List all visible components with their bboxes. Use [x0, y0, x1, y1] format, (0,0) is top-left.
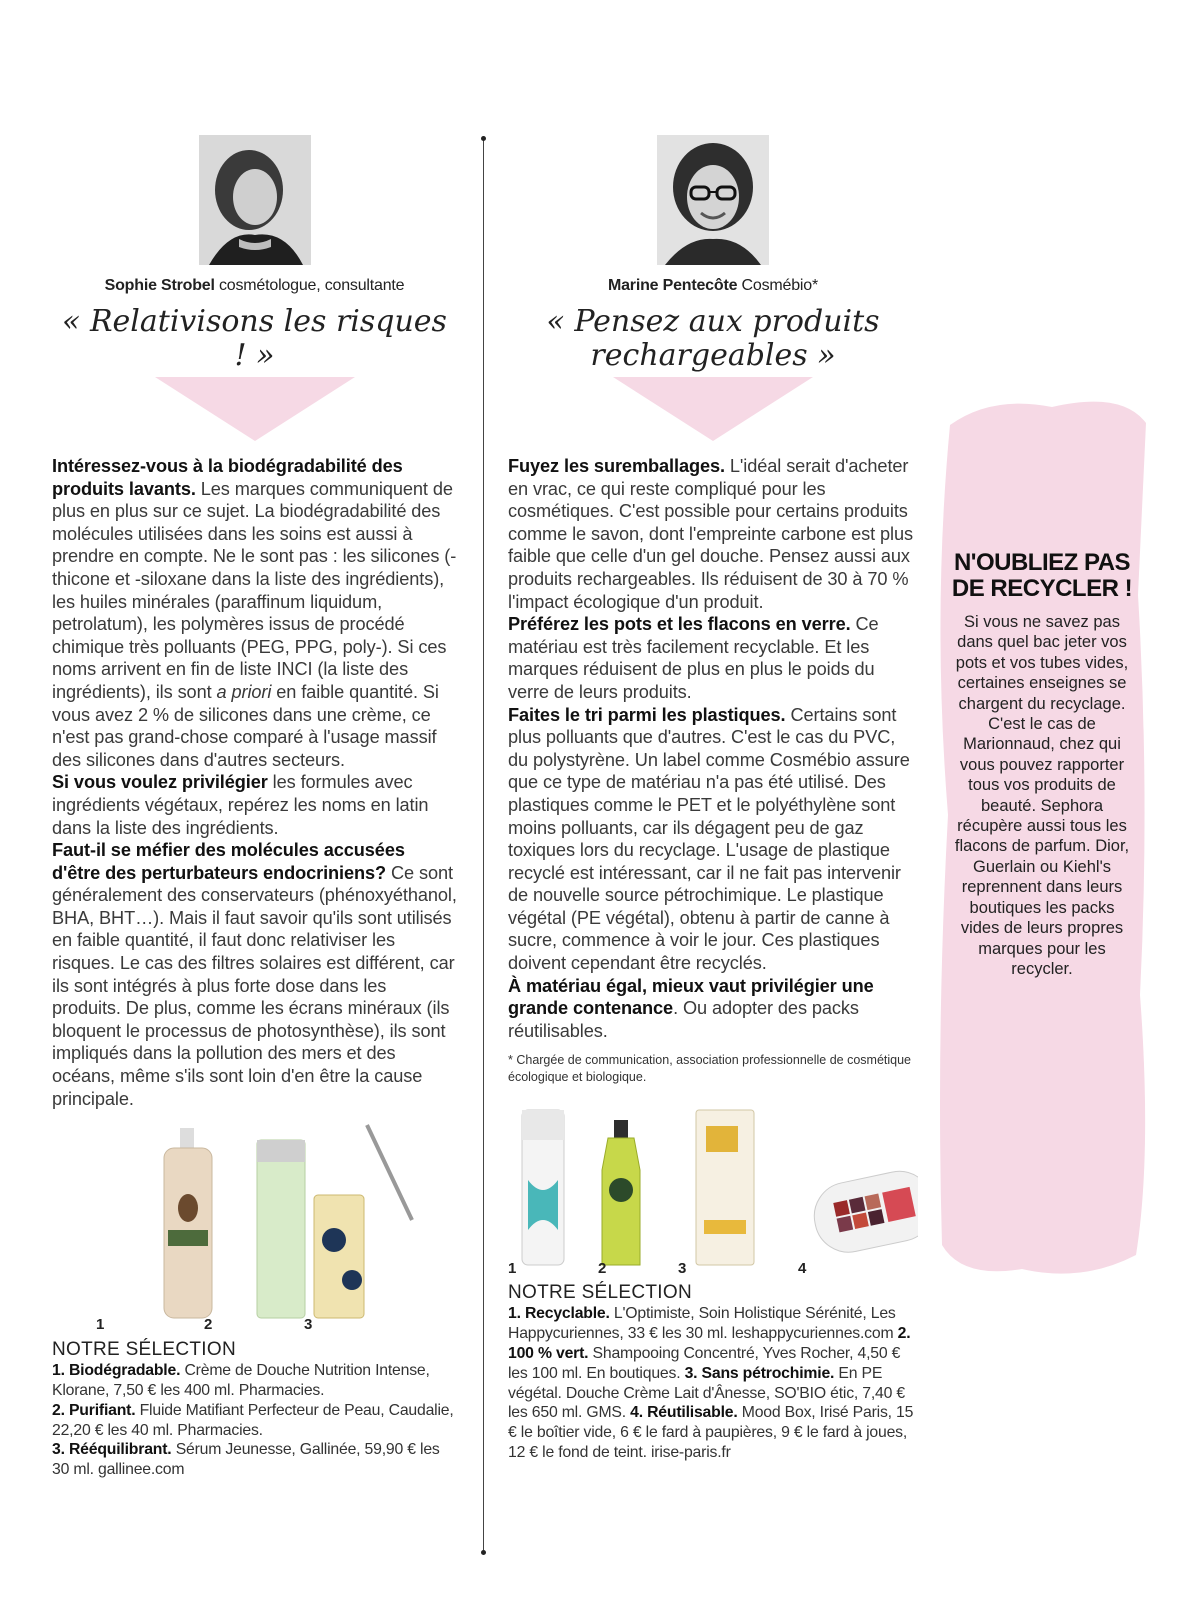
palette-irise — [808, 1165, 918, 1258]
article-body — [508, 455, 918, 1042]
tube-cap — [257, 1140, 305, 1162]
left-column — [52, 135, 457, 1480]
paragraph-lead: Faut-il se méfier des molécules accusées d'être des perturbateurs endocriniens? — [52, 840, 405, 883]
selection-text: Crème de Douche Nutrition Intense, Klorane, 7,50 € les 400 ml. Pharmacies. — [52, 1362, 430, 1400]
paragraph-text: . Ou adopter des packs réutilisables. — [508, 998, 859, 1041]
selection-list — [508, 1304, 918, 1462]
selection-title: NOTRE SÉLECTION — [508, 1282, 692, 1304]
column-divider — [483, 140, 484, 1550]
paragraph — [52, 839, 457, 1110]
bottle-pattern — [342, 1270, 362, 1290]
paragraph — [508, 455, 918, 613]
selection-label: 3. Rééquilibrant. — [52, 1441, 172, 1459]
product-number: 3 — [678, 1260, 687, 1278]
product-number: 2 — [204, 1316, 213, 1334]
product-number: 3 — [304, 1316, 313, 1334]
pink-arrow — [613, 377, 813, 441]
paragraph-lead: Fuyez les suremballages. — [508, 456, 725, 476]
paragraph — [508, 975, 918, 1043]
pull-quote: « Pensez aux produits rechargeables » — [546, 304, 880, 373]
selection-text: Sérum Jeunesse, Gallinée, 59,90 € les 30 ml. gallinee.com — [52, 1441, 440, 1479]
product-images — [508, 1100, 918, 1278]
selection-label: 1. Biodégradable. — [52, 1362, 181, 1380]
paragraph — [508, 704, 918, 975]
pink-arrow — [155, 377, 355, 441]
sidebar-content — [950, 550, 1134, 979]
selection-label: 2. Purifiant. — [52, 1401, 136, 1419]
product-number: 1 — [508, 1260, 517, 1278]
selection-text: Shampooing Concentré, Yves Rocher, 4,50 € les 100 ml. En boutiques. — [508, 1345, 901, 1382]
paragraph-text: les formules avec ingrédients végétaux, repérez les noms en latin dans la liste des ingrédients. — [52, 772, 429, 838]
paragraph — [52, 771, 457, 839]
selection-text: Mood Box, Irisé Paris, 15 € le boîtier vide, 6 € le fard à paupières, 9 € le fard à joues, 12 € le fond de teint. irise-paris.fr — [508, 1404, 914, 1462]
selection-list — [52, 1361, 457, 1480]
bottle-cap — [522, 1110, 564, 1140]
paragraph-text: L'idéal serait d'acheter en vrac, ce qui reste compliqué pour les cosmétiques. C'est possible pour certains produits comme le savon, dont l'empreinte carbone est plus faible que celle d'un gel douche. Pensez aussi aux produits rechargeables. Ils réduisent de 30 à 70 % l'impact écologique d'un produit. — [508, 456, 913, 612]
paragraph-text: Ce sont généralement des conservateurs (phénoxyéthanol, BHA, BHT…). Mais il faut savoir qu'ils sont utilisés en faible quantité, il faut donc relativiser les risques. Le cas des filtres solaires est différent, car ils sont intégrés à plus forte dose dans les produits. De plus, comme les écrans minéraux (ils bloquent le processus de photosynthèse), ils sont impliqués dans la pollution des mers et des océans, même s'ils sont loin d'en être la cause principale. — [52, 862, 457, 1109]
selection-label: 1. Recyclable. — [508, 1305, 610, 1323]
product-number: 2 — [598, 1260, 607, 1278]
paragraph — [52, 455, 457, 771]
selection-label: 4. Réutilisable. — [630, 1404, 738, 1422]
pump-head — [180, 1128, 194, 1148]
bottle-gallinee — [314, 1195, 364, 1318]
divider-dot — [481, 1550, 486, 1555]
dropper — [367, 1125, 412, 1220]
selection-text: En PE végétal. Douche Crème Lait d'Ânesse, SO'BIO étic, 7,40 € les 650 ml. GMS. — [508, 1364, 905, 1422]
selection-item — [52, 1401, 457, 1441]
bottle-cap — [614, 1120, 628, 1138]
product-images — [52, 1120, 457, 1335]
footnote: * Chargée de communication, association professionnelle de cosmétique écologique et biologique. — [508, 1053, 912, 1085]
recycling-sidebar — [932, 395, 1152, 1275]
paragraph — [508, 613, 918, 703]
product-photos — [52, 1120, 457, 1335]
bottle-icon — [178, 1194, 198, 1222]
selection-item — [52, 1440, 457, 1480]
bottle-label — [168, 1230, 208, 1246]
author-portrait — [199, 135, 311, 265]
bottle-logo — [706, 1126, 738, 1152]
author-role: cosmétologue, consultante — [219, 277, 405, 294]
paragraph-text: Les marques communiquent de plus en plus sur ce sujet. La biodégradabilité des molécules utilisées dans les soins est aussi à prendre en compte. Ne le sont pas : les silicones (-thicone et -siloxane dans la liste des ingrédients), les huiles minérales (paraffinum liquidum, petrolatum), les polymères issus de procédé chimique très polluants (PEG, PPG, poly-). Si ces noms arrivent en fin de liste INCI (la liste des ingrédients), ils sont — [52, 478, 457, 702]
author-name: Sophie Strobel — [104, 277, 215, 294]
selection-title: NOTRE SÉLECTION — [52, 1339, 236, 1361]
paragraph-lead: Faites le tri parmi les plastiques. — [508, 704, 786, 725]
bottle-label — [704, 1220, 746, 1234]
paragraph-text: Ce matériau est très facilement recyclable. Et les marques réduisent de plus en plus le poids du verre de leurs produits. — [508, 614, 879, 702]
paragraph-text: en faible quantité. Si vous avez 2 % de silicones dans une crème, ce n'est pas grand-chose comparé à l'usage massif des silicones dans d'autres secteurs. — [52, 681, 439, 770]
bottle-pattern — [322, 1228, 346, 1252]
product-number: 4 — [798, 1260, 807, 1278]
tube-caudalie — [257, 1140, 305, 1318]
selection-label: 3. Sans pétrochimie. — [684, 1364, 835, 1382]
paragraph-text: Certains sont plus polluants que d'autres. C'est le cas du PVC, du polystyrène. Un label comme Cosmébio assure que ce type de matériau n'a pas été utilisé. Des plastiques comme le PET et le polyéthylène sont moins polluants, car ils dégagent peu de gaz toxiques lors du recyclage. L'usage de plastique recyclé est intéressant, car il ne fait pas intervenir de nouvelle source pétrochimique. Le plastique végétal (PE végétal), obtenu à partir de canne à sucre, commence à voir le jour. Ces plastiques doivent cependant être recyclés. — [508, 704, 910, 974]
author-byline — [52, 277, 457, 295]
product-photos — [508, 1100, 918, 1278]
sidebar-title: N'OUBLIEZ PAS DE RECYCLER ! — [951, 549, 1133, 602]
middle-column — [508, 135, 918, 1463]
paragraph-lead: Préférez les pots et les flacons en verre. — [508, 614, 851, 635]
paragraph-lead: Intéressez-vous à la biodégradabilité des produits lavants. — [52, 456, 403, 499]
paragraph-italic: a priori — [216, 681, 272, 702]
selection-text: Fluide Matifiant Perfecteur de Peau, Caudalie, 22,20 € les 40 ml. Pharmacies. — [52, 1401, 454, 1439]
article-body — [52, 455, 457, 1110]
author-byline — [508, 277, 918, 295]
author-name: Marine Pentecôte — [607, 277, 738, 294]
author-role: Cosmébio* — [741, 277, 818, 294]
author-portrait — [657, 135, 769, 265]
sidebar-body: Si vous ne savez pas dans quel bac jeter vos pots et vos tubes vides, certaines enseignes se chargent du recyclage. C'est le cas de Marionnaud, chez qui vous pouvez rapporter tous vos produits de beauté. Sephora récupère aussi tous les flacons de parfum. Dior, Guerlain ou Kiehl's reprennent dans leurs boutiques les packs vides de leurs propres marques pour les recycler. — [954, 613, 1130, 978]
paragraph-lead: Si vous voulez privilégier — [52, 772, 268, 793]
divider-dot — [481, 136, 486, 141]
selection-text: L'Optimiste, Soin Holistique Sérénité, Les Happycuriennes, 33 € les 30 ml. leshappycuriennes.com — [508, 1305, 898, 1343]
selection-item — [52, 1361, 457, 1401]
paragraph-lead: À matériau égal, mieux vaut privilégier une grande contenance — [508, 975, 874, 1019]
bottle-logo — [609, 1178, 633, 1202]
selection-label: 2. 100 % vert. — [508, 1325, 911, 1363]
pull-quote: « Relativisons les risques ! » — [62, 304, 447, 373]
product-number: 1 — [96, 1316, 105, 1334]
